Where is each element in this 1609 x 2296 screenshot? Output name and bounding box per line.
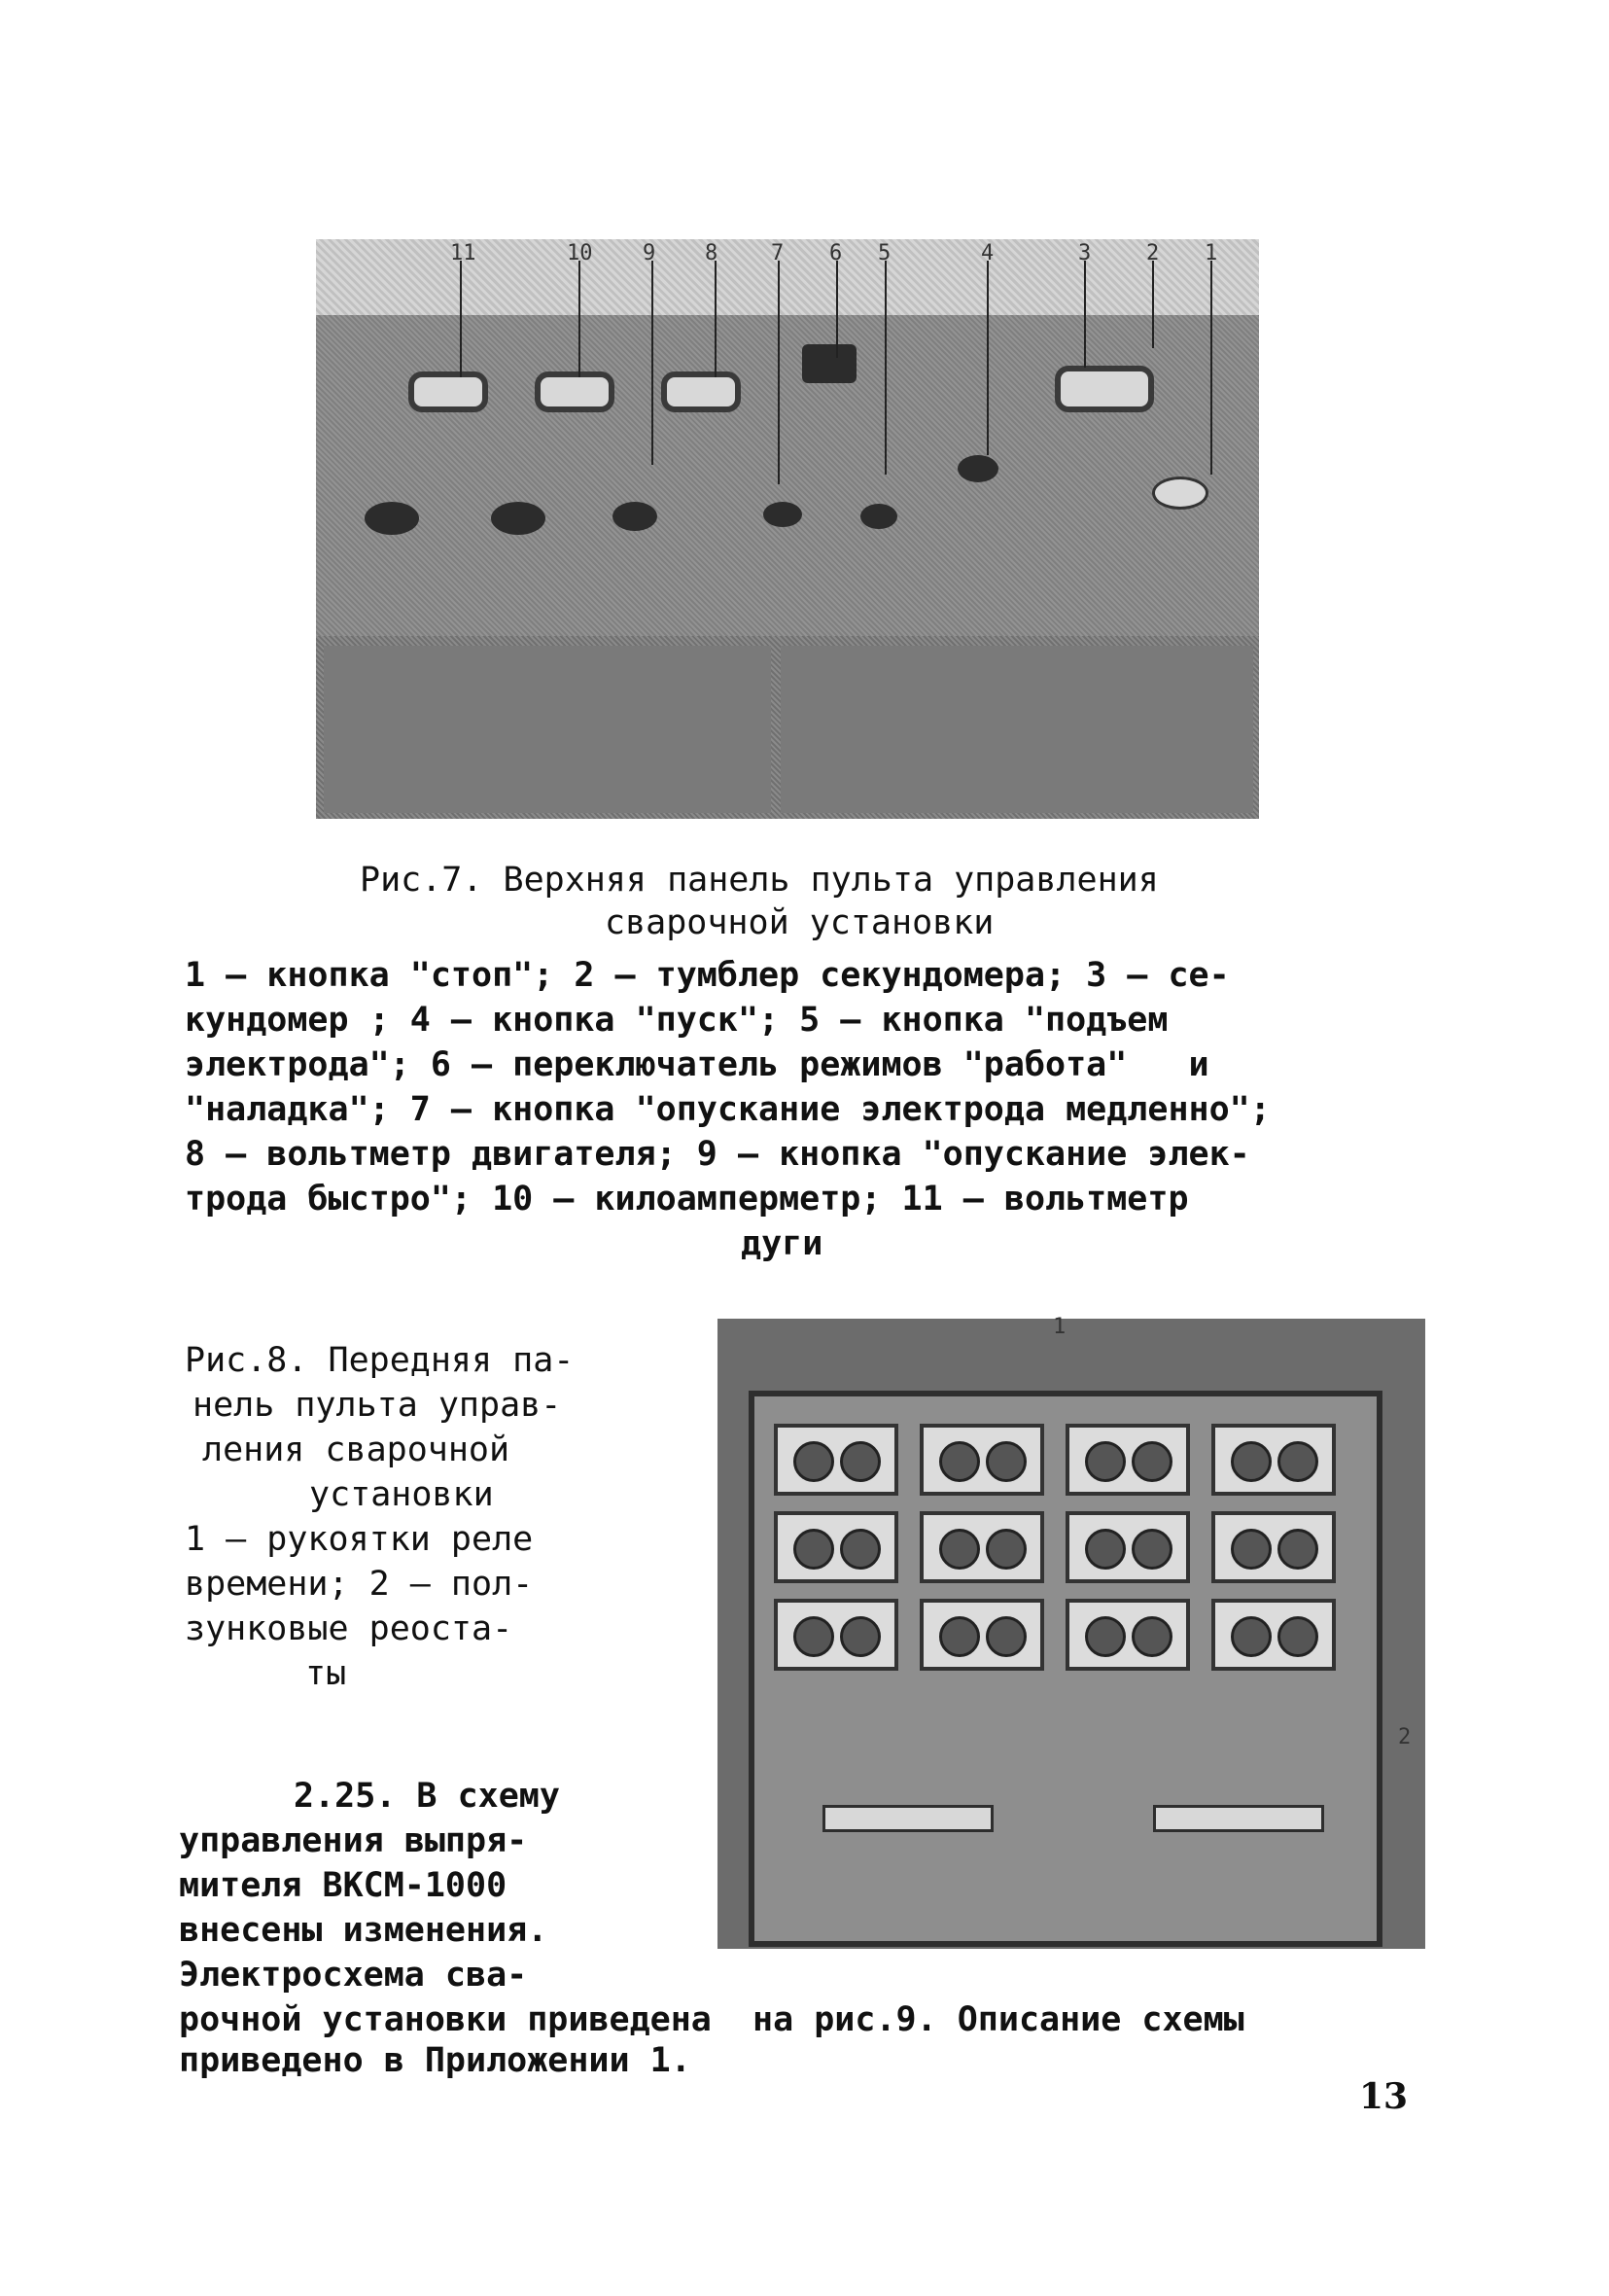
time-relay-block xyxy=(1066,1599,1190,1671)
arc-voltmeter xyxy=(408,371,488,412)
callout-leader xyxy=(578,261,580,377)
panel-knob xyxy=(365,502,419,535)
callout-leader xyxy=(1084,261,1086,368)
figure-8-caption-line: ления сварочной xyxy=(202,1431,510,1469)
figure-8-caption-line: зунковые реоста- xyxy=(185,1609,513,1648)
section-text-line: Электросхема сва- xyxy=(179,1956,528,1995)
front-panel-frame xyxy=(749,1391,1382,1947)
callout-2: 2 xyxy=(1146,241,1160,265)
callout-10: 10 xyxy=(567,241,593,265)
callout-leader xyxy=(651,261,653,465)
time-relay-block xyxy=(774,1511,898,1583)
section-text-line: приведено в Приложении 1. xyxy=(179,2041,691,2080)
time-relay-block xyxy=(774,1599,898,1671)
figure-7-legend-line: 1 – кнопка "стоп"; 2 – тумблер секундомера; 3 – се- xyxy=(185,956,1230,995)
callout-leader xyxy=(1210,261,1212,475)
callout-8: 8 xyxy=(705,241,718,265)
figure-7-legend-line: дуги xyxy=(741,1224,823,1263)
figure-7-legend-line: электрода"; 6 – переключатель режимов "работа" и xyxy=(185,1045,1209,1084)
figure-8-caption-line: установки xyxy=(309,1475,494,1514)
figure-7-photo xyxy=(316,239,1259,819)
control-panel-top xyxy=(316,315,1259,636)
kiloammeter xyxy=(535,371,614,412)
stopwatch xyxy=(1055,366,1154,412)
time-relay-block xyxy=(920,1511,1044,1583)
panel-knob xyxy=(491,502,545,535)
time-relay-block xyxy=(774,1424,898,1496)
callout-11: 11 xyxy=(450,241,476,265)
section-text-line: внесены изменения. xyxy=(179,1911,548,1950)
callout-1: 1 xyxy=(1205,241,1218,265)
section-text-line: 2.25. В схему xyxy=(294,1777,560,1816)
time-relay-block xyxy=(920,1599,1044,1671)
figure-7-legend-line: 8 – вольтметр двигателя; 9 – кнопка "опускание элек- xyxy=(185,1135,1250,1174)
section-text-line: управления выпря- xyxy=(179,1821,528,1860)
time-relay-block xyxy=(1211,1599,1336,1671)
figure-7-caption-title: Рис.7. Верхняя панель пульта управления xyxy=(360,861,1159,900)
callout-4: 4 xyxy=(981,241,995,265)
start-button xyxy=(958,455,998,482)
callout-6: 6 xyxy=(829,241,843,265)
figure-8-caption-line: нель пульта управ- xyxy=(192,1386,562,1425)
time-relay-block xyxy=(920,1424,1044,1496)
section-text-line: мителя ВКСМ-1000 xyxy=(179,1866,507,1905)
figure-8-photo xyxy=(717,1315,1425,1949)
panel-knob xyxy=(763,502,802,527)
figure-7-legend-line: кундомер ; 4 – кнопка "пуск"; 5 – кнопка "подъем xyxy=(185,1001,1169,1040)
figure-7-caption-title-cont: сварочной установки xyxy=(605,903,995,942)
panel-knob xyxy=(860,504,897,529)
figure-8-caption-line: времени; 2 – пол- xyxy=(185,1565,534,1604)
callout-leader xyxy=(1152,261,1154,348)
callout-leader xyxy=(460,261,462,377)
stop-button xyxy=(1152,477,1208,510)
callout-leader xyxy=(836,261,838,358)
slide-rheostat xyxy=(822,1805,994,1832)
figure-8-caption-line: ты xyxy=(305,1654,347,1693)
time-relay-block xyxy=(1066,1424,1190,1496)
callout-3: 3 xyxy=(1078,241,1092,265)
callout-7: 7 xyxy=(771,241,785,265)
callout-9: 9 xyxy=(643,241,656,265)
page-number: 13 xyxy=(1359,2076,1409,2117)
callout-leader xyxy=(987,261,989,455)
time-relay-block xyxy=(1066,1511,1190,1583)
motor-voltmeter xyxy=(661,371,741,412)
callout-2: 2 xyxy=(1398,1725,1412,1749)
slide-rheostat xyxy=(1153,1805,1324,1832)
figure-8-caption-line: Рис.8. Передняя па- xyxy=(185,1341,575,1380)
callout-leader xyxy=(885,261,887,475)
time-relay-block xyxy=(1211,1424,1336,1496)
callout-leader xyxy=(715,261,717,377)
callout-1: 1 xyxy=(1053,1315,1067,1339)
callout-5: 5 xyxy=(878,241,892,265)
cabinet-door-left xyxy=(324,646,771,813)
time-relay-block xyxy=(1211,1511,1336,1583)
figure-7-legend-line: "наладка"; 7 – кнопка "опускание электрода медленно"; xyxy=(185,1090,1271,1129)
callout-leader xyxy=(778,261,780,484)
cabinet-door-right xyxy=(781,646,1253,813)
mode-switch xyxy=(802,344,857,383)
panel-knob xyxy=(612,502,657,531)
figure-7-legend-line: трода быстро"; 10 – килоамперметр; 11 – вольтметр xyxy=(185,1180,1189,1219)
section-text-line: рочной установки приведена на рис.9. Описание схемы xyxy=(179,2000,1244,2039)
figure-8-caption-line: 1 – рукоятки реле xyxy=(185,1520,534,1559)
